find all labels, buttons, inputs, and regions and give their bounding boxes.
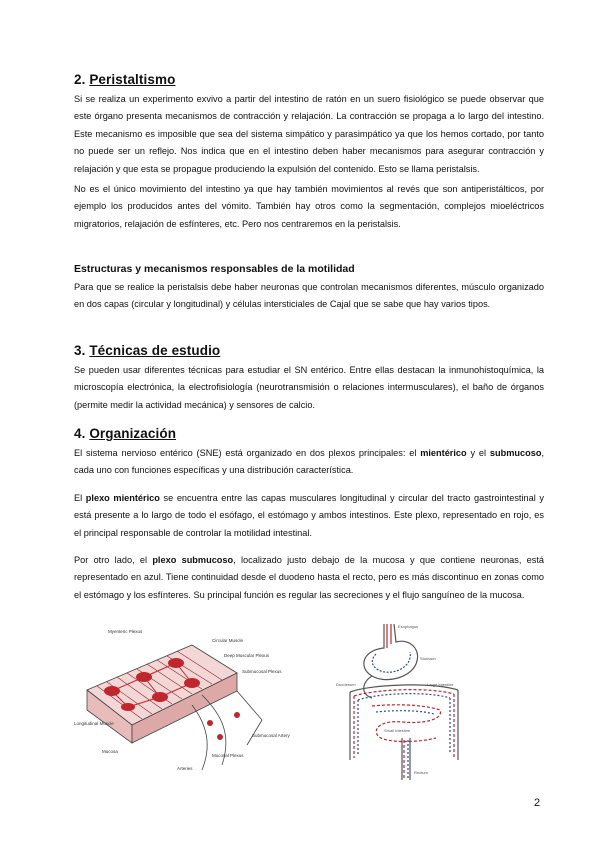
text-run: se encuentra entre las capas musculares longitudinal y circular del tracto gastrointestinal y está presente a lo largo de todo el esófago, el estómago y ambos intestinos. Este plexo, representado en rojo, es el principal responsable de controlar la motilidad intestinal. [74, 493, 544, 538]
paragraph: Se pueden usar diferentes técnicas para estudiar el SN entérico. Entre ellas destacan la inmunohistoquímica, la microscopía electrónica, la electrofisiología (neurotransmisión o relaciones intermusculares), el baño de órganos (permite medir la actividad mecánica) y sensores de calcio. [74, 365, 544, 410]
paragraph: Para que se realice la peristalsis debe haber neuronas que controlan mecanismos diferentes, músculo organizado en dos capas (circular y longitudinal) y células intersticiales de Cajal que se sabe que hay varios tipos. [74, 282, 544, 310]
bold-term: plexo submucoso [152, 555, 234, 565]
figure-label: Submucosal Plexus [242, 669, 282, 674]
page-number: 2 [534, 797, 541, 809]
paragraph: Si se realiza un experimento exvivo a partir del intestino de ratón en un suero fisiológico se puede observar que este órgano presenta mecanismos de contracción y relajación. La contracción se propaga a lo largo del intestino. Este mecanismo es imposible que sea del sistema simpático y parasimpático ya que los hemos cortado, por tanto no puede ser un reflejo. Nos indica que en el intestino deben haber mecanismos para asegurar contracción y relajación y que esta se propague produciendo la expulsión del contenido. Esto se llama peristalsis. [74, 94, 544, 174]
figure-label: Rectum [414, 770, 428, 775]
figure-label: Deep Muscular Plexus [224, 653, 270, 658]
figure-label: Esophagus [398, 624, 419, 629]
figure-label: Small Intestine [384, 728, 411, 733]
figure-label: Mucosal Plexus [212, 753, 244, 758]
figure-label: Circular Muscle [212, 638, 244, 643]
subsection-heading: Estructuras y mecanismos responsables de la motilidad [74, 263, 355, 275]
paragraph [74, 490, 544, 542]
bold-term: mientérico [420, 448, 467, 458]
section-number: 4. [74, 426, 86, 441]
text-run: El sistema nervioso entérico (SNE) está organizado en dos plexos principales: el [74, 448, 421, 458]
figure-label: Longitudinal Muscle [74, 721, 114, 726]
figure-label: Arteries [177, 766, 193, 771]
text-run: , cada uno con funciones específicas y una distribución característica. [74, 448, 544, 476]
figure-label: Mucosa [102, 749, 118, 754]
enteric-plexus-diagram [72, 625, 292, 775]
section-heading-tecnicas [74, 343, 220, 358]
text-run: y el [466, 448, 490, 458]
section-number: 3. [74, 343, 86, 358]
figure-label: Myenteric Plexus [108, 629, 143, 634]
figure-label: Duodenum [336, 682, 356, 687]
paragraph [74, 445, 544, 480]
section-title: Peristaltismo [89, 72, 176, 87]
text-run: , localizado justo debajo de la mucosa y que contiene neuronas, está representado en azul. Tiene continuidad desde el duodeno hasta el recto, pero es más discontinuo en zonas como el estómago y los esfínteres. Su principal función es regular las secreciones y el flujo sanguíneo de la mucosa. [74, 555, 545, 600]
paragraph: No es el único movimiento del intestino ya que hay también movimientos al revés que son antiperistálticos, por ejemplo los producidos antes del vómito. También hay otros como la segmentación, complejos mioeléctricos migratorios, relajación de esfínteres, etc. Pero nos centraremos en la peristalsis. [74, 184, 544, 229]
section-title: Organización [89, 426, 177, 441]
text-run: Por otro lado, el [74, 555, 153, 565]
figure-label: Submucosal Artery [252, 733, 290, 738]
gi-tract-diagram [332, 620, 472, 788]
bold-term: plexo mientérico [85, 493, 160, 503]
figure-label: Large Intestine [427, 682, 454, 687]
section-heading-organizacion [74, 426, 176, 441]
text-run: El [74, 493, 86, 503]
figure-label: Stomach [420, 656, 436, 661]
paragraph [74, 552, 544, 604]
bold-term: submucoso [489, 448, 542, 458]
section-title: Técnicas de estudio [89, 343, 221, 358]
section-heading-peristaltismo [74, 72, 175, 87]
section-number: 2. [74, 72, 86, 87]
